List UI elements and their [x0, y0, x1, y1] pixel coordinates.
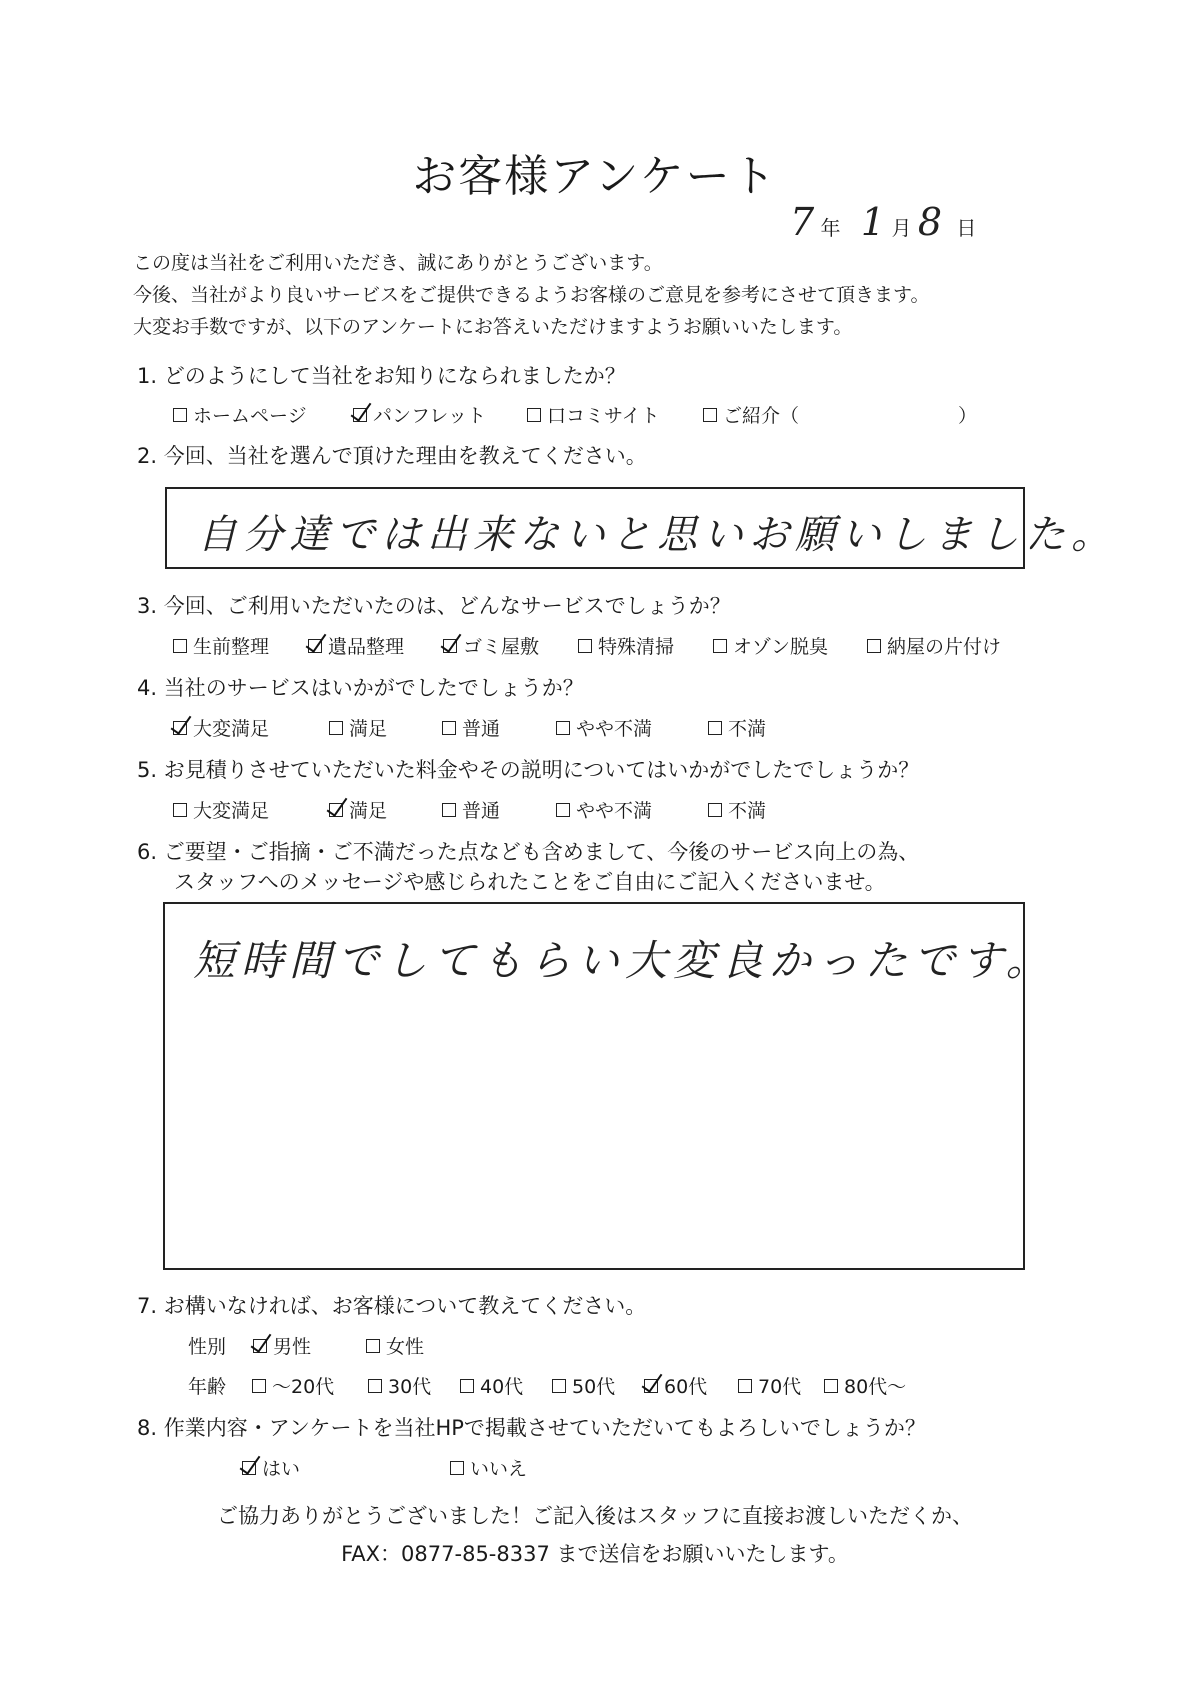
date-year-unit: 年 [820, 216, 841, 240]
q5-label: 5. お見積りさせていただいた料金やその説明についてはいかがでしたでしょうか？ [137, 758, 920, 782]
date-field[interactable] [790, 200, 976, 244]
checkbox[interactable] [738, 1379, 752, 1393]
q7-age-under-20s[interactable]: ～20代 [252, 1372, 334, 1399]
q3-label: 3. 今回、ご利用いただいたのは、どんなサービスでしょうか？ [137, 594, 731, 618]
q1-option-pamphlet[interactable]: パンフレット [353, 401, 486, 428]
q4-option-satisfied[interactable]: 満足 [329, 714, 387, 741]
q3-option-estate-cleanup[interactable]: 遺品整理 [308, 632, 404, 659]
page-title: お客様アンケート [412, 151, 778, 202]
checkbox[interactable] [442, 803, 456, 817]
q1-option-review-site[interactable]: 口コミサイト [527, 401, 660, 428]
checkbox[interactable] [252, 1379, 266, 1393]
q5-option-somewhat-dissatisfied[interactable]: やや不満 [556, 796, 652, 823]
q2-label: 2. 今回、当社を選んで頂けた理由を教えてください。 [137, 444, 647, 468]
q7-age-50s[interactable]: 50代 [552, 1372, 615, 1399]
q7-age-label: 年齢 [188, 1376, 227, 1398]
q8-option-no[interactable]: いいえ [450, 1454, 527, 1481]
q8-option-yes[interactable]: はい [242, 1454, 300, 1481]
checkbox-checked[interactable] [329, 803, 343, 817]
q4-option-dissatisfied[interactable]: 不満 [708, 714, 766, 741]
checkbox[interactable] [867, 639, 881, 653]
q3-option-hoarder-house[interactable]: ゴミ屋敷 [443, 632, 539, 659]
intro-line-1: この度は当社をご利用いただき、誠にありがとうございます。 [133, 252, 663, 274]
q4-option-very-satisfied[interactable]: 大変満足 [173, 714, 269, 741]
q6-answer-text: 短時間でしてもらい大変良かったです。 [193, 936, 1054, 985]
q5-option-satisfied[interactable]: 満足 [329, 796, 387, 823]
intro-line-3: 大変お手数ですが、以下のアンケートにお答えいただけますようお願いいたします。 [133, 316, 853, 338]
checkbox[interactable] [366, 1339, 380, 1353]
date-day: 8 [917, 200, 942, 244]
q6-label: 6. ご要望・ご指摘・ご不満だった点なども含めまして、今後のサービス向上の為、 [137, 840, 920, 864]
q3-option-ozone-deodorize[interactable]: オゾン脱臭 [713, 632, 828, 659]
q5-option-neutral[interactable]: 普通 [442, 796, 500, 823]
date-year: 7 [790, 200, 815, 244]
checkbox[interactable] [368, 1379, 382, 1393]
checkbox-checked[interactable] [443, 639, 457, 653]
date-month-unit: 月 [891, 216, 912, 240]
checkbox-checked[interactable] [242, 1461, 256, 1475]
q4-option-somewhat-dissatisfied[interactable]: やや不満 [556, 714, 652, 741]
q7-gender-male[interactable]: 男性 [253, 1332, 311, 1359]
q5-option-very-satisfied[interactable]: 大変満足 [173, 796, 269, 823]
q7-age-40s[interactable]: 40代 [460, 1372, 523, 1399]
checkbox[interactable] [527, 408, 541, 422]
q1-label: 1. どのようにして当社をお知りになられましたか？ [137, 364, 626, 388]
checkbox[interactable] [450, 1461, 464, 1475]
q4-option-neutral[interactable]: 普通 [442, 714, 500, 741]
q3-option-special-cleaning[interactable]: 特殊清掃 [578, 632, 674, 659]
checkbox-checked[interactable] [308, 639, 322, 653]
checkbox[interactable] [173, 639, 187, 653]
q6-answer-box[interactable] [163, 902, 1054, 1270]
checkbox[interactable] [703, 408, 717, 422]
checkbox[interactable] [713, 639, 727, 653]
date-day-unit: 日 [956, 216, 977, 240]
q6-label-line-2: スタッフへのメッセージや感じられたことをご自由にご記入くださいませ。 [174, 870, 886, 894]
checkbox[interactable] [824, 1379, 838, 1393]
q1-option-referral[interactable]: ご紹介（ [703, 401, 799, 428]
checkbox-checked[interactable] [353, 408, 367, 422]
q2-answer-box[interactable] [165, 487, 1117, 569]
checkbox[interactable] [708, 721, 722, 735]
checkbox[interactable] [552, 1379, 566, 1393]
q7-age-80s-plus[interactable]: 80代～ [824, 1372, 906, 1399]
q8-label: 8. 作業内容・アンケートを当社HPで掲載させていただいてもよろしいでしょうか？ [137, 1416, 926, 1440]
date-month: 1 [860, 200, 886, 244]
q3-option-pre-death-cleanup[interactable]: 生前整理 [173, 632, 269, 659]
checkbox-checked[interactable] [253, 1339, 267, 1353]
q7-age-30s[interactable]: 30代 [368, 1372, 431, 1399]
checkbox[interactable] [578, 639, 592, 653]
checkbox[interactable] [556, 803, 570, 817]
q1-referral-close-paren: ） [958, 405, 978, 427]
q3-option-barn-cleanup[interactable]: 納屋の片付け [867, 632, 1001, 659]
q4-label: 4. 当社のサービスはいかがでしたでしょうか？ [137, 676, 584, 700]
q7-age-60s[interactable]: 60代 [644, 1372, 707, 1399]
q7-age-70s[interactable]: 70代 [738, 1372, 801, 1399]
q5-option-dissatisfied[interactable]: 不満 [708, 796, 766, 823]
checkbox[interactable] [173, 408, 187, 422]
checkbox[interactable] [460, 1379, 474, 1393]
q7-gender-label: 性別 [188, 1336, 227, 1358]
checkbox[interactable] [173, 803, 187, 817]
q1-option-homepage[interactable]: ホームページ [173, 401, 307, 428]
checkbox-checked[interactable] [173, 721, 187, 735]
checkbox[interactable] [329, 721, 343, 735]
q7-gender-female[interactable]: 女性 [366, 1332, 424, 1359]
checkbox[interactable] [708, 803, 722, 817]
q7-label: 7. お構いなければ、お客様について教えてください。 [137, 1294, 647, 1318]
checkbox-checked[interactable] [644, 1379, 658, 1393]
checkbox[interactable] [556, 721, 570, 735]
q2-answer-text: 自分達では出来ないと思いお願いしました。 [197, 512, 1117, 558]
intro-line-2: 今後、当社がより良いサービスをご提供できるようお客様のご意見を参考にさせて頂きます。 [133, 284, 930, 306]
footer-line-2: FAX：0877-85-8337 まで送信をお願いいたします。 [341, 1542, 849, 1566]
footer-line-1: ご協力ありがとうございました！ご記入後はスタッフに直接お渡しいただくか、 [217, 1504, 973, 1528]
checkbox[interactable] [442, 721, 456, 735]
